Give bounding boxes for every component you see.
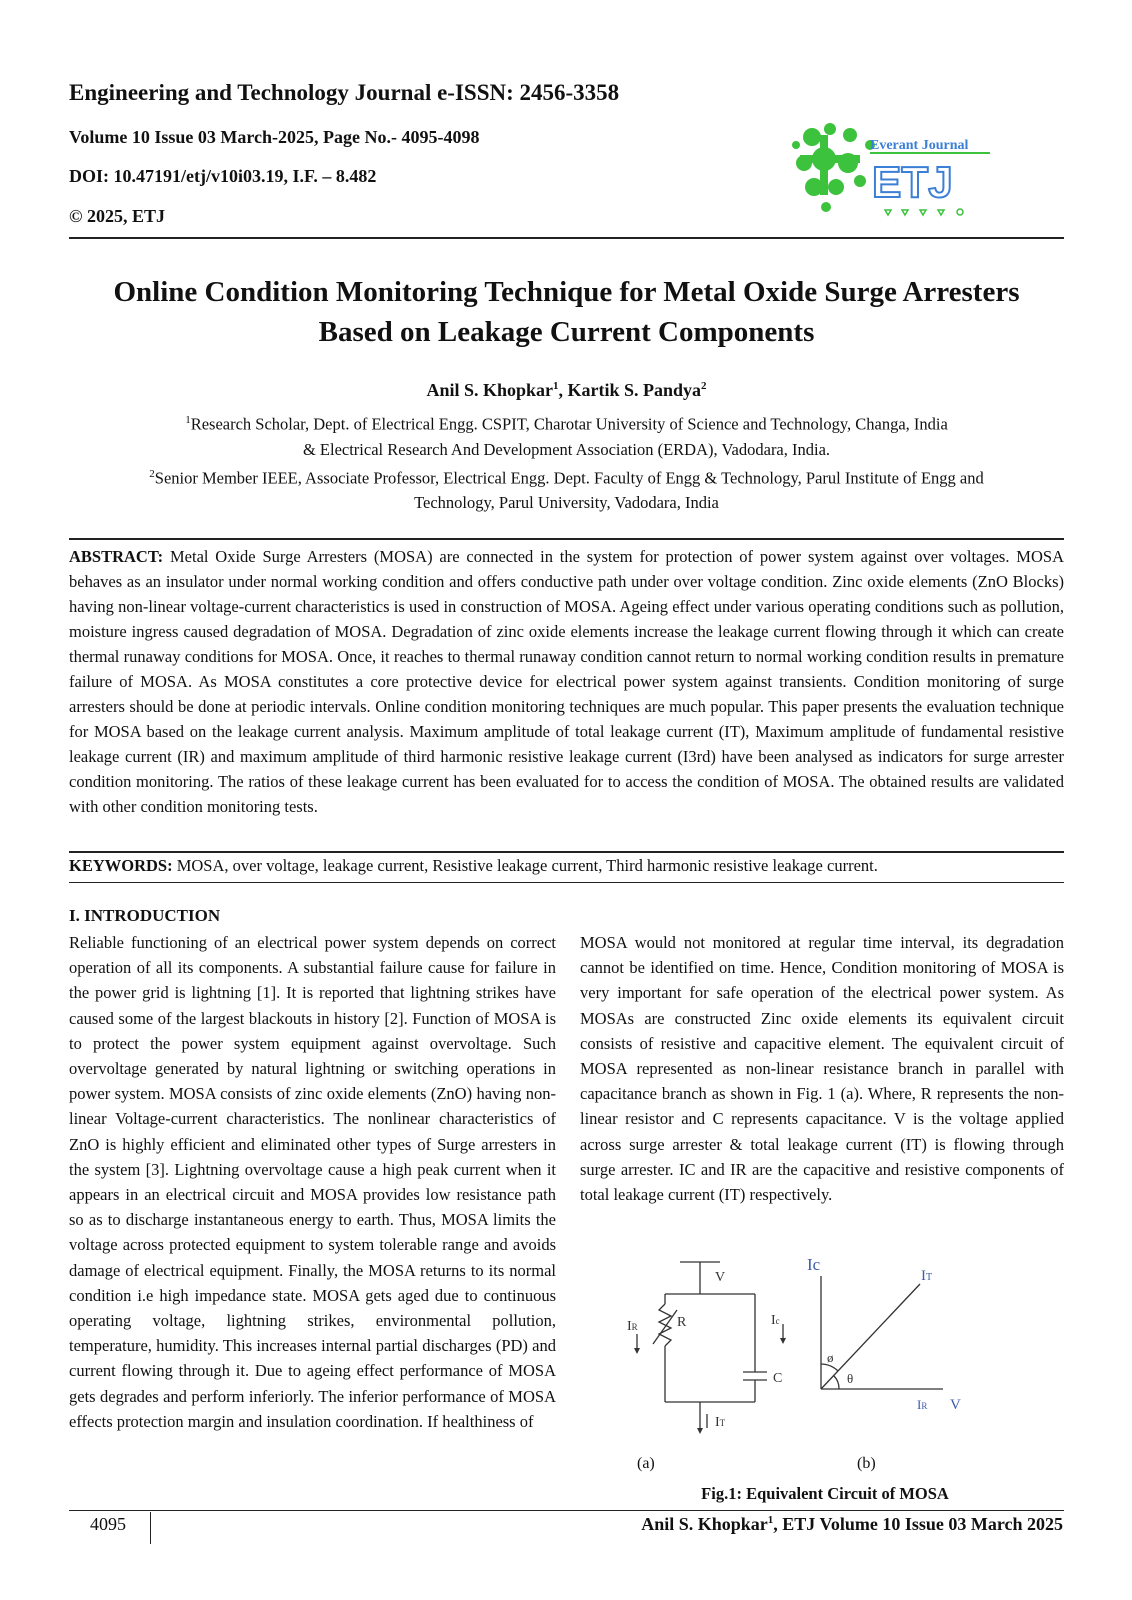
header-rule	[69, 237, 1064, 239]
intro-left-column: Reliable functioning of an electrical power system depends on correct operation of all its components. A substantial failure cause for failure in the power grid is lightning [1]. It is reported that lightning strikes have caused some of the largest blackouts in history [2]. Function of MOSA is to protect the power system equipment against overvoltage. Such overvoltage generated by natural lightning or switching operations in power system. MOSA consists of zinc oxide elements (ZnO) having non-linear Voltage-current characteristics. The nonlinear characteristics of ZnO is highly efficient and eliminated other types of Surge arresters in the system [3]. Lightning overvoltage cause a high peak current when it appears in an electrical circuit and MOSA provides low resistance path so as to discharge instantaneous energy to earth. Thus, MOSA limits the voltage across protected equipment to system tolerable range and avoids damage of electrical equipment. Finally, the MOSA returns to its normal condition i.e high impedance state. MOSA gets aged due to continuous operating voltage, lightning strikes, environmental pollution, temperature, humidity. This increases internal partial discharges (PD) and current flowing through it. Due to ageing effect performance of MOSA gets degrades and perform inferiorly. The inferior performance of MOSA effects protection margin and insulation coordination. If healthiness of	[69, 933, 556, 1431]
journal-name: Engineering and Technology Journal e-ISSN: 2456-3358	[69, 80, 620, 105]
sublabel-a: (a)	[637, 1455, 655, 1472]
affil-2-line-2: Technology, Parul University, Vadodara, India	[414, 493, 719, 512]
footer-sup: 1	[767, 1514, 774, 1526]
circuit-diagram	[637, 1262, 783, 1430]
label-r: R	[677, 1315, 687, 1330]
label-v: V	[715, 1270, 726, 1285]
title-line-1: Online Condition Monitoring Technique for Metal Oxide Surge Arresters	[113, 276, 1020, 308]
paper-title	[69, 272, 1064, 352]
doi-info: DOI: 10.47191/etj/v10i03.19, I.F. – 8.482	[69, 166, 377, 186]
copyright: © 2025, ETJ	[69, 206, 165, 226]
figure-equivalent-circuit	[625, 1254, 1020, 1474]
keywords-rule	[69, 851, 1064, 853]
affil-2-sup: 2	[149, 467, 155, 480]
footer-separator	[150, 1512, 151, 1544]
keywords	[69, 856, 1064, 876]
label-ir: IR	[627, 1319, 638, 1334]
keywords-label: KEYWORDS:	[69, 856, 173, 875]
author-1: Anil S. Khopkar	[426, 380, 553, 400]
keywords-bottom-rule	[69, 882, 1064, 883]
page-number: 4095	[90, 1514, 126, 1534]
phasor-diagram	[821, 1276, 943, 1389]
label-theta: θ	[847, 1371, 854, 1386]
footer-rule	[69, 1510, 1064, 1511]
label-phi: ø	[827, 1350, 834, 1365]
authors: Anil S. Khopkar$^1$, Kartik S. Pandya$^2$	[426, 380, 707, 400]
intro-right-column: MOSA would not monitored at regular time interval, its degradation cannot be identified on time. Hence, Condition monitoring of MOSA is very important for safe operation of the electrical power system. As MOSAs are constructed Zinc oxide elements its equivalent circuit consists of resistive and capacitive element. The equivalent circuit of MOSA represented as non-linear resistance branch in parallel with capacitance branch as shown in Fig. 1 (a). Where, R represents the non-linear resistor and C represents capacitance. V is the voltage applied across surge arrester & total leakage current (IT) is flowing through surge arrester. IC and IR are the capacitive and resistive components of total leakage current (IT) respectively.	[580, 933, 1064, 1205]
logo-mark: ETJ	[872, 158, 953, 207]
figure-caption: Fig.1: Equivalent Circuit of MOSA	[701, 1484, 949, 1503]
abstract	[69, 544, 1064, 819]
footer-citation	[641, 1514, 1063, 1535]
affil-1-sup: 1	[185, 414, 191, 426]
volume-info: Volume 10 Issue 03 March-2025, Page No.- 4095-4098	[69, 127, 480, 147]
label-ir-axis: IR	[917, 1397, 928, 1412]
label-ic-circuit: Ic	[771, 1313, 780, 1328]
affil-2-line-1: Senior Member IEEE, Associate Professor, Electrical Engg. Dept. Faculty of Engg & Technology, Parul Institute of Engg and	[154, 468, 984, 487]
abstract-label: ABSTRACT:	[69, 547, 164, 566]
label-ic-axis: Ic	[807, 1255, 821, 1274]
abstract-text: Metal Oxide Surge Arresters (MOSA) are connected in the system for protection of power system against over voltages. MOSA behaves as an insulator under normal working condition and offers conductive path under over voltage condition. Zinc oxide elements (ZnO Blocks) having non-linear voltage-current characteristics is used in construction of MOSA. Ageing effect under various operating conditions such as pollution, moisture ingress caused degradation of MOSA. Degradation of zinc oxide elements increase the leakage current flowing through it which can create thermal runaway conditions for MOSA. Once, it reaches to thermal runaway condition cannot return to normal working condition results in premature failure of MOSA. As MOSA constitutes a core protective device for electrical power system against transients. Condition monitoring of surge arresters should be done at periodic intervals. Online condition monitoring techniques are much popular. This paper presents the evaluation technique for MOSA based on the leakage current analysis. Maximum amplitude of total leakage current (IT), Maximum amplitude of fundamental resistive leakage current (IR) and maximum amplitude of third harmonic resistive leakage current (I3rd) have been analysed as indicators for surge arrester condition monitoring. The ratios of these leakage current has been evaluated for to access the condition of MOSA. The obtained results are validated with other condition monitoring tests.	[69, 547, 1064, 816]
label-v-axis: V	[950, 1397, 961, 1413]
footer-author: Anil S. Khopkar	[641, 1514, 768, 1534]
affiliations	[69, 408, 1064, 515]
label-it-circuit: IT	[715, 1415, 726, 1430]
sublabel-b: (b)	[857, 1455, 876, 1472]
affil-1-line-1: Research Scholar, Dept. of Electrical Engg. CSPIT, Charotar University of Science and Technology, Changa, India	[190, 414, 948, 434]
keywords-text: MOSA, over voltage, leakage current, Resistive leakage current, Third harmonic resistive leakage current.	[172, 856, 878, 875]
footer-rest: , ETJ Volume 10 Issue 03 March 2025	[773, 1514, 1063, 1534]
affil-1-line-2: & Electrical Research And Development Association (ERDA), Vadodara, India.	[302, 439, 831, 459]
logo-text: Everant Journal	[870, 138, 969, 153]
author-1-sup: 1	[553, 380, 559, 392]
section-heading-introduction: I. INTRODUCTION	[69, 906, 221, 925]
label-it-phasor: IT	[921, 1268, 933, 1284]
author-2-sup: 2	[701, 380, 707, 392]
author-2: Kartik S. Pandya	[567, 380, 702, 400]
journal-logo	[790, 115, 1000, 220]
label-c: C	[773, 1371, 783, 1386]
abstract-top-rule	[69, 538, 1064, 540]
title-line-2: Based on Leakage Current Components	[318, 316, 815, 348]
